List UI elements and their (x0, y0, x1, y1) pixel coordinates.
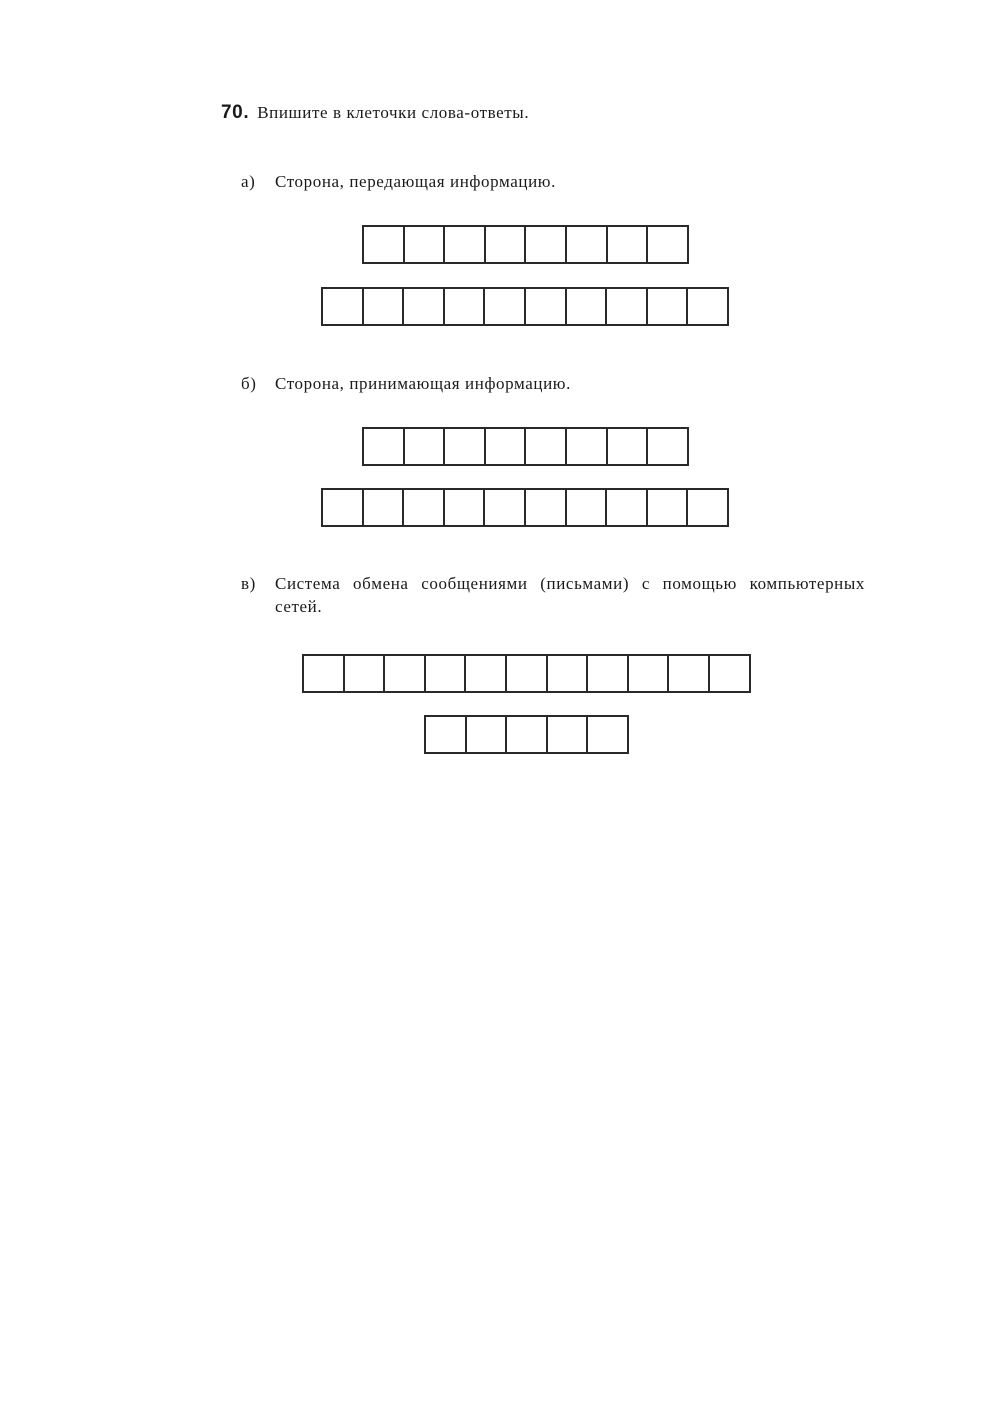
answer-cell[interactable] (526, 429, 567, 464)
answer-cell[interactable] (567, 227, 608, 262)
answer-cell[interactable] (710, 656, 751, 691)
answer-cell[interactable] (445, 289, 486, 324)
answer-cell[interactable] (467, 717, 508, 752)
answer-cell[interactable] (345, 656, 386, 691)
answer-cell[interactable] (364, 289, 405, 324)
question-a-letter: а) (241, 172, 256, 191)
answer-cell[interactable] (648, 227, 689, 262)
answer-cell[interactable] (405, 429, 446, 464)
answer-cell[interactable] (648, 429, 689, 464)
answer-cell[interactable] (648, 289, 689, 324)
answer-cell[interactable] (688, 289, 729, 324)
question-c-text: Система обмена сообщениями (письмами) с помощью компьютерных сетей. (275, 574, 865, 616)
answer-cell[interactable] (608, 429, 649, 464)
answer-cell[interactable] (404, 490, 445, 525)
question-c (241, 572, 865, 618)
task-header (221, 102, 529, 124)
answer-grid-b-row-1 (362, 427, 689, 466)
answer-grid-a-row-2 (321, 287, 729, 326)
answer-cell[interactable] (567, 490, 608, 525)
answer-cell[interactable] (385, 656, 426, 691)
answer-cell[interactable] (466, 656, 507, 691)
question-a-text: Сторона, передающая информацию. (275, 172, 556, 191)
answer-cell[interactable] (588, 717, 629, 752)
question-a (241, 170, 556, 193)
answer-cell[interactable] (607, 289, 648, 324)
answer-cell[interactable] (445, 227, 486, 262)
answer-cell[interactable] (526, 227, 567, 262)
task-number: 70. (221, 102, 250, 123)
answer-grid-b-row-2 (321, 488, 729, 527)
answer-grid-c-row-1 (302, 654, 751, 693)
answer-cell[interactable] (364, 429, 405, 464)
answer-cell[interactable] (404, 289, 445, 324)
question-c-letter: в) (241, 574, 256, 593)
answer-cell[interactable] (608, 227, 649, 262)
answer-cell[interactable] (548, 656, 589, 691)
answer-cell[interactable] (548, 717, 589, 752)
answer-cell[interactable] (304, 656, 345, 691)
answer-cell[interactable] (445, 429, 486, 464)
answer-cell[interactable] (507, 656, 548, 691)
answer-cell[interactable] (426, 656, 467, 691)
answer-cell[interactable] (629, 656, 670, 691)
answer-cell[interactable] (607, 490, 648, 525)
answer-cell[interactable] (485, 490, 526, 525)
answer-cell[interactable] (323, 289, 364, 324)
answer-cell[interactable] (486, 429, 527, 464)
answer-cell[interactable] (507, 717, 548, 752)
answer-cell[interactable] (588, 656, 629, 691)
question-b-text: Сторона, принимающая информацию. (275, 374, 571, 393)
answer-cell[interactable] (567, 429, 608, 464)
answer-cell[interactable] (486, 227, 527, 262)
answer-cell[interactable] (323, 490, 364, 525)
answer-cell[interactable] (364, 227, 405, 262)
answer-cell[interactable] (648, 490, 689, 525)
answer-cell[interactable] (405, 227, 446, 262)
task-instruction: Впишите в клеточки слова-ответы. (257, 103, 530, 122)
question-b-letter: б) (241, 374, 257, 393)
answer-cell[interactable] (526, 490, 567, 525)
answer-cell[interactable] (426, 717, 467, 752)
answer-cell[interactable] (567, 289, 608, 324)
answer-grid-c-row-2 (424, 715, 629, 754)
question-b (241, 372, 571, 395)
answer-cell[interactable] (526, 289, 567, 324)
answer-grid-a-row-1 (362, 225, 689, 264)
answer-cell[interactable] (485, 289, 526, 324)
answer-cell[interactable] (364, 490, 405, 525)
answer-cell[interactable] (688, 490, 729, 525)
answer-cell[interactable] (445, 490, 486, 525)
answer-cell[interactable] (669, 656, 710, 691)
